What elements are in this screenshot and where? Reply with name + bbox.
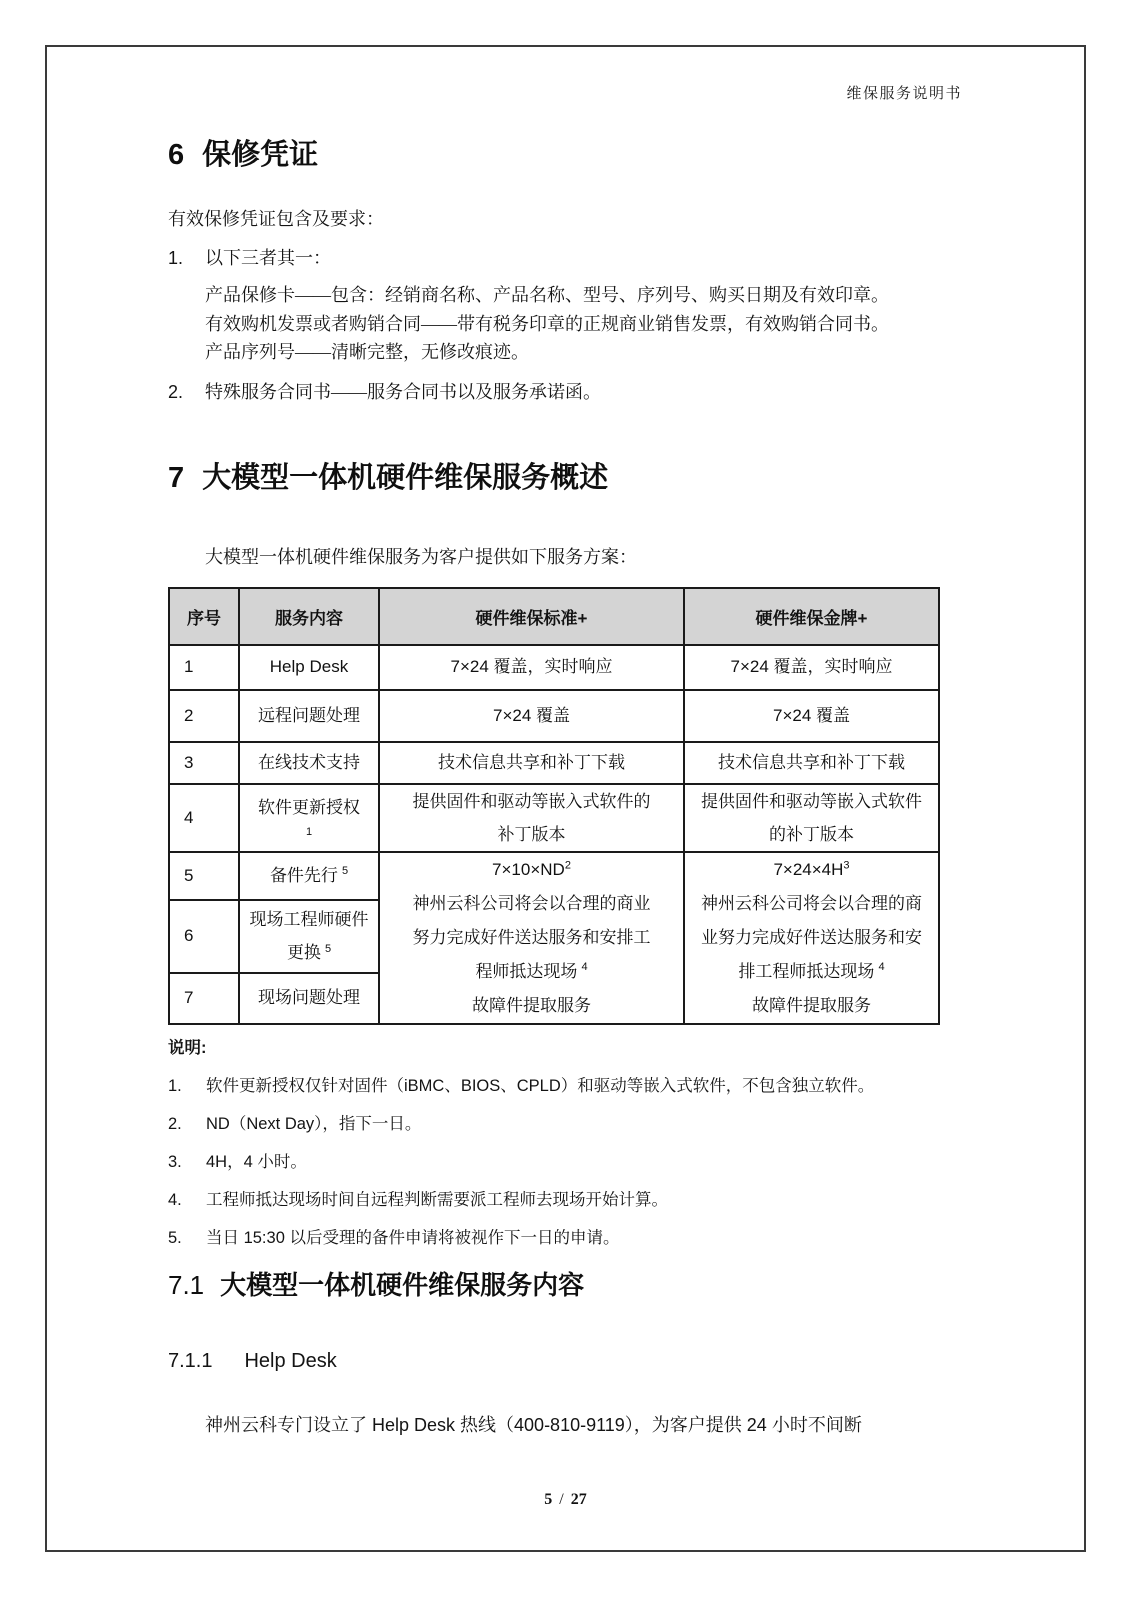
cell-gold: 提供固件和驱动等嵌入式软件的补丁版本 bbox=[684, 784, 939, 852]
section7-1-1-number: 7.1.1 bbox=[168, 1349, 213, 1372]
cell-no: 5 bbox=[169, 852, 239, 900]
section6-title: 保修凭证 bbox=[202, 139, 319, 171]
section7-1-heading bbox=[168, 1269, 964, 1301]
note-number: 2. bbox=[168, 1114, 182, 1133]
running-header: 维保服务说明书 bbox=[846, 86, 962, 102]
plan-coverage bbox=[697, 853, 926, 887]
cell-no: 4 bbox=[169, 784, 239, 852]
cell-service-text: 软件更新授权 bbox=[258, 797, 360, 817]
list-item-text: 以下三者其一： bbox=[205, 248, 331, 268]
column-header-gold: 硬件维保金牌+ bbox=[684, 588, 939, 645]
cell-service bbox=[239, 784, 379, 852]
cell-gold: 7×24 覆盖 bbox=[684, 690, 939, 742]
cell-service bbox=[239, 852, 379, 900]
plan-description bbox=[697, 887, 926, 989]
cell-no: 3 bbox=[169, 742, 239, 784]
cell-service: 现场问题处理 bbox=[239, 973, 379, 1023]
column-header-standard: 硬件维保标准+ bbox=[379, 588, 684, 645]
section7-1-title: 大模型一体机硬件维保服务内容 bbox=[220, 1269, 585, 1300]
footnote-ref: 4 bbox=[878, 960, 885, 973]
list-item bbox=[168, 245, 964, 271]
note-text: 工程师抵达现场时间自远程判断需要派工程师去现场开始计算。 bbox=[206, 1190, 668, 1209]
page-footer bbox=[0, 1491, 1131, 1509]
section6-heading bbox=[168, 138, 964, 172]
footnote-ref: 2 bbox=[564, 858, 571, 871]
note-number: 4. bbox=[168, 1190, 182, 1209]
cell-no: 1 bbox=[169, 645, 239, 690]
section6-intro: 有效保修凭证包含及要求： bbox=[168, 209, 384, 229]
plan-coverage-text: 7×24×4H bbox=[773, 859, 844, 879]
cell-service: 在线技术支持 bbox=[239, 742, 379, 784]
table-header-row bbox=[169, 588, 939, 645]
table-row bbox=[169, 852, 939, 900]
subtext-line: 产品保修卡——包含：经销商名称、产品名称、型号、序列号、购买日期及有效印章。 bbox=[205, 285, 889, 305]
note-item bbox=[168, 1227, 964, 1250]
section7-1-1-title: Help Desk bbox=[244, 1349, 337, 1372]
list-item-number: 1. bbox=[168, 248, 184, 268]
note-item bbox=[168, 1189, 964, 1212]
section6-number: 6 bbox=[168, 139, 185, 171]
subtext-line: 有效购机发票或者购销合同——带有税务印章的正规商业销售发票，有效购销合同书。 bbox=[205, 313, 889, 334]
list-item-text: 特殊服务合同书——服务合同书以及服务承诺函。 bbox=[205, 381, 601, 402]
section7-number: 7 bbox=[168, 461, 185, 494]
cell-standard: 技术信息共享和补丁下载 bbox=[379, 742, 684, 784]
note-number: 5. bbox=[168, 1228, 182, 1247]
subtext-line: 产品序列号——清晰完整，无修改痕迹。 bbox=[205, 342, 529, 362]
note-item bbox=[168, 1075, 964, 1098]
list-item-number: 2. bbox=[168, 381, 184, 402]
cell-service bbox=[239, 900, 379, 974]
cell-no: 6 bbox=[169, 900, 239, 974]
table-row bbox=[169, 742, 939, 784]
cell-service: 远程问题处理 bbox=[239, 690, 379, 742]
cell-gold: 7×24 覆盖，实时响应 bbox=[684, 645, 939, 690]
note-item bbox=[168, 1113, 964, 1136]
list-item bbox=[168, 379, 964, 405]
cell-standard: 7×24 覆盖，实时响应 bbox=[379, 645, 684, 690]
footnote-ref: 1 bbox=[305, 825, 313, 838]
cell-standard: 提供固件和驱动等嵌入式软件的补丁版本 bbox=[379, 784, 684, 852]
table-row bbox=[169, 784, 939, 852]
column-header-service: 服务内容 bbox=[239, 588, 379, 645]
note-number: 3. bbox=[168, 1152, 182, 1171]
note-item bbox=[168, 1151, 964, 1174]
footnote-ref: 3 bbox=[843, 858, 850, 871]
plan-extra: 故障件提取服务 bbox=[752, 995, 871, 1015]
table-row bbox=[169, 645, 939, 690]
cell-standard-merged bbox=[379, 852, 684, 1024]
note-text: 当日 15:30 以后受理的备件申请将被视作下一日的申请。 bbox=[206, 1228, 620, 1247]
page-number-current: 5 bbox=[544, 1491, 553, 1508]
cell-service-text: 现场工程师硬件更换 bbox=[249, 910, 369, 963]
note-text: 软件更新授权仅针对固件（iBMC、BIOS、CPLD）和驱动等嵌入式软件，不包含独立软件。 bbox=[206, 1076, 875, 1095]
service-plan-table bbox=[168, 587, 940, 1025]
section7-1-1-heading bbox=[168, 1348, 964, 1374]
cell-gold-merged bbox=[684, 852, 939, 1024]
section7-heading bbox=[168, 461, 964, 495]
page-number-separator: / bbox=[559, 1491, 564, 1508]
section7-1-number: 7.1 bbox=[168, 1269, 205, 1300]
note-text: 4H，4 小时。 bbox=[206, 1152, 307, 1171]
table-row bbox=[169, 690, 939, 742]
cell-gold: 技术信息共享和补丁下载 bbox=[684, 742, 939, 784]
cell-service-text: 备件先行 bbox=[269, 865, 338, 885]
column-header-index: 序号 bbox=[169, 588, 239, 645]
section7-intro: 大模型一体机硬件维保服务为客户提供如下服务方案： bbox=[205, 546, 637, 567]
note-number: 1. bbox=[168, 1076, 182, 1095]
plan-coverage bbox=[407, 853, 656, 887]
plan-coverage-text: 7×10×ND bbox=[492, 859, 565, 879]
cell-standard: 7×24 覆盖 bbox=[379, 690, 684, 742]
plan-description bbox=[407, 887, 656, 989]
footnote-ref: 5 bbox=[341, 864, 349, 877]
cell-no: 7 bbox=[169, 973, 239, 1023]
helpdesk-paragraph: 神州云科专门设立了 Help Desk 热线（400-810-9119），为客户提供 24 小时不间断 bbox=[205, 1414, 862, 1435]
footnote-ref: 4 bbox=[581, 960, 588, 973]
plan-extra: 故障件提取服务 bbox=[472, 995, 591, 1015]
list-item-subtext bbox=[205, 281, 964, 367]
notes-label: 说明: bbox=[168, 1038, 207, 1057]
section7-title: 大模型一体机硬件维保服务概述 bbox=[202, 461, 609, 494]
page-content bbox=[168, 45, 964, 1438]
plan-description-text: 神州云科公司将会以合理的商业努力完成好件送达服务和安排工程师抵达现场 bbox=[701, 893, 922, 981]
cell-service: Help Desk bbox=[239, 645, 379, 690]
plan-description-text: 神州云科公司将会以合理的商业努力完成好件送达服务和安排工程师抵达现场 bbox=[412, 893, 651, 981]
footnote-ref: 5 bbox=[324, 942, 332, 955]
cell-no: 2 bbox=[169, 690, 239, 742]
note-text: ND（Next Day），指下一日。 bbox=[206, 1114, 422, 1133]
page-number-total: 27 bbox=[570, 1491, 587, 1508]
